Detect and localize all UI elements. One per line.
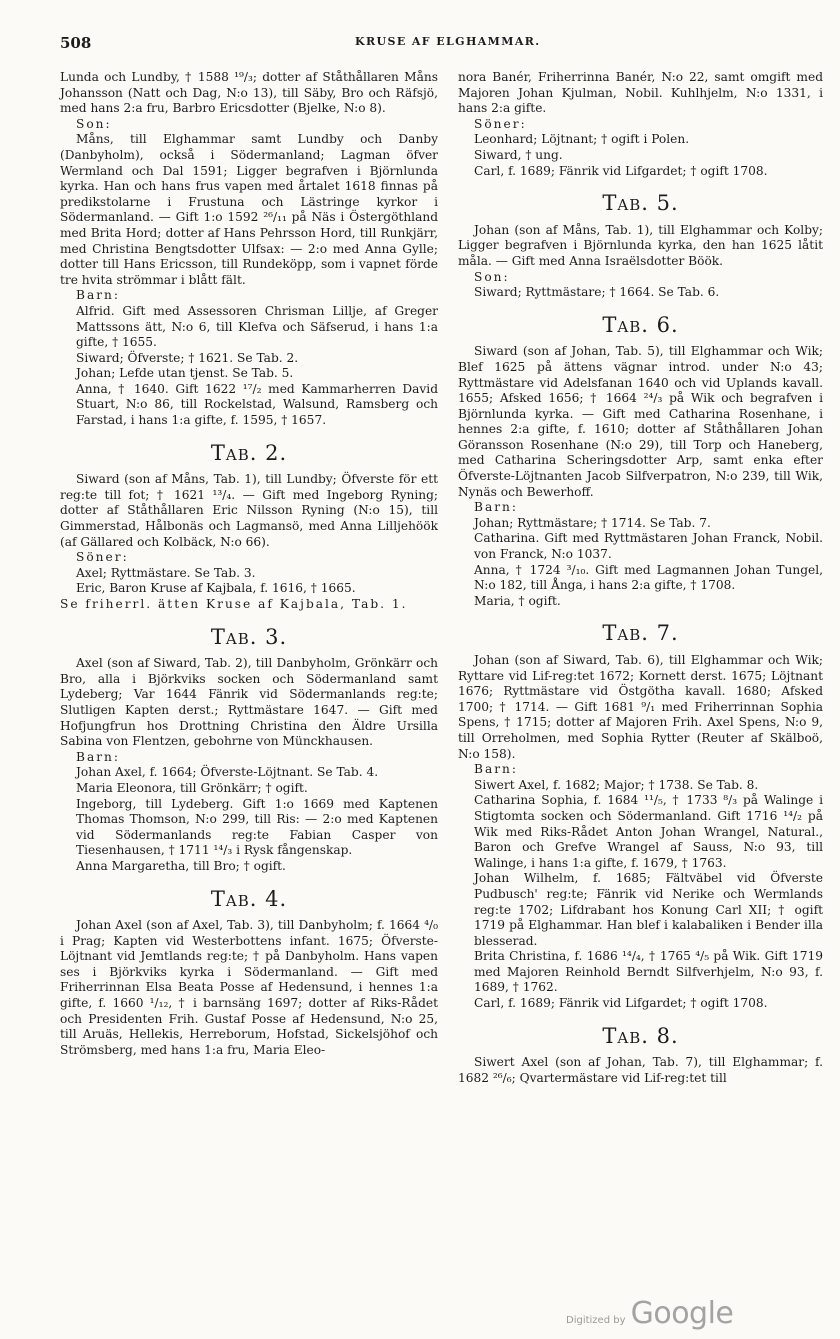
- page-header: [60, 34, 820, 54]
- child-carl: Carl, f. 1689; Fänrik vid Lifgardet; † ogift 1708.: [474, 163, 768, 178]
- child-brita-christina: Brita Christina, f. 1686 ¹⁴/₄, † 1765 ⁴/₅ på Wik. Gift 1719 med Majoren Reinhold Berndt Silfverhjelm, N:o 93, f. 1689, † 1762.: [474, 949, 823, 995]
- tab4-text: Johan Axel (son af Axel, Tab. 3), till Danbyholm; f. 1664 ⁴/₀ i Prag; Kapten vid Westerbottens infant. 1675; Öfverste-Löjtnant vid Jemtlands reg:te; † på Danbyholm. Hans vapen ses i Björkviks kyrka i Södermanland. — Gift med Friherrinnan Elsa Beata Posse af Hedensund, i hennes 1:a gifte, f. 1660 ¹/₁₂, † i barnsäng 1697; dotter af Riks-Rådet och Presidenten Frih. Gustaf Posse af Hedensund, N:o 25, till Aruäs, Hellekis, Herreborum, Hofstad, Sickelsjöhof och Strömsberg, med hans 1:a fru, Maria Eleo-: [60, 918, 438, 1057]
- child-johan-wilhelm: Johan Wilhelm, f. 1685; Fältväbel vid Öfverste Pudbusch' reg:te; Fänrik vid Nerike och Wermlands reg:te 1702; Lifdrabant hos Konung Carl XII; † ogift 1719 på Elghammar. Han blef i kalabaliken i Bender illa blesserad.: [474, 871, 823, 948]
- son-label: Son:: [76, 116, 112, 131]
- tab8-heading: Tab. 8.: [602, 1023, 679, 1048]
- child-eric: Eric, Baron Kruse af Kajbala, f. 1616, † 1665.: [76, 581, 356, 596]
- child-ingeborg: Ingeborg, till Lydeberg. Gift 1:o 1669 med Kaptenen Thomas Thomson, N:o 299, till Ris: — 2:o med Kaptenen vid Södermanlands reg:te Fabian Casper von Tiesenhausen, † 1711 ¹⁴/₃ i Rysk fångenskap.: [76, 796, 438, 858]
- child-siwert-axel: Siwert Axel, f. 1682; Major; † 1738. Se Tab. 8.: [474, 777, 759, 792]
- tab2-heading: Tab. 2.: [210, 440, 288, 465]
- child-maria-r: Maria, † ogift.: [474, 593, 561, 608]
- soner-label-right: Söner:: [474, 116, 527, 131]
- child-leonhard: Leonhard; Löjtnant; † ogift i Polen.: [474, 132, 690, 147]
- barn-label: Barn:: [76, 288, 121, 303]
- page-number: 508: [60, 34, 92, 52]
- child-johan-r: Johan; Ryttmästare; † 1714. Se Tab. 7.: [474, 515, 711, 530]
- paragraph-intro-left: Lunda och Lundby, † 1588 ¹⁹/₃; dotter af Ståthållaren Måns Johansson (Natt och Dag, N:o 13), till Säby, Bro och Räfsjö, med hans 2:a fru, Barbro Ericsdotter (Bjelke, N:o 8).: [60, 70, 438, 116]
- child-maria-eleonora: Maria Eleonora, till Grönkärr; † ogift.: [76, 780, 308, 795]
- friherrl-note: Se friherrl. ätten Kruse af Kajbala, Tab. 1.: [60, 597, 408, 611]
- tab3-heading: Tab. 3.: [210, 624, 288, 649]
- right-column: [458, 70, 823, 1086]
- child-johan: Johan; Lefde utan tjenst. Se Tab. 5.: [76, 366, 294, 381]
- child-catharina-sophia: Catharina Sophia, f. 1684 ¹¹/₅, † 1733 ⁸/₃ på Walinge i Stigtomta socken och Södermanland. Gift 1716 ¹⁴/₂ på Wik med Riks-Rådet Anton Johan Wrangel, Natural., Baron och Grefve Wrangel af Sauss, N:o 93, till Walinge, i hans 1:a gifte, f. 1679, † 1763.: [474, 793, 823, 870]
- tab2-text: Siward (son af Måns, Tab. 1), till Lundby; Öfverste för ett reg:te till fot; † 1621 ¹³/₄. — Gift med Ingeborg Ryning; dotter af Ståthållaren Eric Nilsson Ryning (N:o 15), till Gimmerstad, Hålbonäs och Lagmansö, med Anna Lilljehöök (af Gällared och Kolbäck, N:o 66).: [60, 472, 438, 549]
- child-anna-margaretha: Anna Margaretha, till Bro; † ogift.: [76, 858, 286, 873]
- mans-entry: Måns, till Elghammar samt Lundby och Danby (Danbyholm), också i Södermanland; Lagman öfver Wermland och Dal 1591; Ligger begrafven i Björnlunda kyrka. Han och hans frus vapen med årtalet 1618 finnas på predikstolarne i Frustuna och Lästringe kyrkor i Södermanland. — Gift 1:o 1592 ²⁶/₁₁ på Näs i Östergöthland med Brita Hord; dotter af Hans Pehrsson Hord, till Runkjärr, med Christina Bengtsdotter Ulfsax: — 2:o med Anna Gylle; dotter till Hans Ericsson, till Rundeköpp, som i vapnet förde tre hvita strömmar i blått fält.: [60, 132, 438, 287]
- child-alfrid: Alfrid. Gift med Assessoren Chrisman Lillje, af Greger Mattssons ätt, N:o 6, till Klefva och Säfserud, i hans 1:a gifte, † 1655.: [76, 303, 438, 350]
- tab8-text: Siwert Axel (son af Johan, Tab. 7), till Elghammar; f. 1682 ²⁶/₆; Qvartermästare vid Lif-reg:tet till: [458, 1055, 823, 1085]
- running-title: KRUSE AF ELGHAMMAR.: [355, 35, 541, 48]
- barn7-label: Barn:: [474, 762, 519, 777]
- child-carl-r: Carl, f. 1689; Fänrik vid Lifgardet; † ogift 1708.: [474, 996, 768, 1011]
- child-johan-axel: Johan Axel, f. 1664; Öfverste-Löjtnant. Se Tab. 4.: [76, 765, 379, 780]
- child-siward: Siward; Öfverste; † 1621. Se Tab. 2.: [76, 350, 299, 365]
- barn-label-right: Barn:: [474, 500, 519, 515]
- tab6-heading: Tab. 6.: [602, 312, 679, 337]
- tab7-text: Johan (son af Siward, Tab. 6), till Elghammar och Wik; Ryttare vid Lif-reg:tet 1672; Kornett derst. 1675; Löjtnant 1676; Ryttmästare vid Östgötha kavall. 1680; Afsked 1700; † 1714. — Gift 1681 ⁹/₁ med Friherrinnan Sophia Spens, † 1715; dotter af Majoren Frih. Axel Spens, N:o 9, till Orreholmen, med Sophia Rytter (Reuter af Skälboö, N:o 158).: [458, 653, 823, 761]
- tab6-text: Siward (son af Johan, Tab. 5), till Elghammar och Wik; Blef 1625 på ättens vägnar introd. under N:o 43; Ryttmästare vid Adelsfanan 1640 och vid Uplands kavall. 1655; Afsked 1656; † 1664 ²⁴/₃ på Wik och begrafven i Björnlunda kyrka. — Gift med Catharina Rosenhane, i hennes 2:a gifte, f. 1610; dotter af Ståthållaren Johan Göransson Rosenhane (N:o 29), till Torp och Haneberg, med Catharina Scheringsdotter Arp, samt enka efter Öfverste-Löjtnanten Jacob Silfverpatron, N:o 239, till Wik, Nynäs och Bewerhoff.: [458, 344, 823, 499]
- tab5-heading: Tab. 5.: [602, 191, 679, 216]
- child-anna-r: Anna, † 1724 ³/₁₀. Gift med Lagmannen Johan Tungel, N:o 182, till Ånga, i hans 2:a gifte, † 1708.: [474, 562, 823, 593]
- soner-label: Söner:: [76, 550, 129, 565]
- digitized-label: Digitized by: [566, 1315, 626, 1326]
- tab5-text: Johan (son af Måns, Tab. 1), till Elghammar och Kolby; Ligger begrafven i Björnlunda kyrka, den han 1625 låtit måla. — Gift med Anna Israëlsdotter Böök.: [458, 222, 823, 268]
- paragraph-intro-right: nora Banér, Friherrinna Banér, N:o 22, samt omgift med Majoren Johan Kjulman, Nobil. Kuhlhjelm, N:o 1331, i hans 2:a gifte.: [458, 70, 823, 116]
- tab4-heading: Tab. 4.: [210, 886, 288, 911]
- google-watermark: [566, 1296, 733, 1331]
- child-catharina: Catharina. Gift med Ryttmästaren Johan Franck, Nobil. von Franck, N:o 1037.: [474, 531, 823, 562]
- child-axel: Axel; Ryttmästare. Se Tab. 3.: [76, 565, 256, 580]
- child-anna: Anna, † 1640. Gift 1622 ¹⁷/₂ med Kammarherren David Stuart, N:o 86, till Rockelstad, Walsund, Ramsberg och Farstad, i hans 1:a gifte, f. 1595, † 1657.: [76, 381, 438, 428]
- tab7-heading: Tab. 7.: [602, 621, 679, 646]
- child-siward-ung: Siward, † ung.: [474, 147, 563, 162]
- google-logo: Google: [630, 1296, 734, 1331]
- barn3-label: Barn:: [76, 749, 121, 764]
- left-column: [60, 70, 438, 1058]
- child-siward-ryttmastare: Siward; Ryttmästare; † 1664. Se Tab. 6.: [474, 285, 720, 300]
- son-label-right: Son:: [474, 269, 510, 284]
- tab3-text: Axel (son af Siward, Tab. 2), till Danbyholm, Grönkärr och Bro, alla i Björkviks socken och Södermanland samt Lydeberg; Var 1644 Fänrik vid Södermanlands reg:te; Slutligen Kapten derst.; Ryttmästare 1647. — Gift med Hofjungfrun hos Drottning Christina den Äldre Ursilla Sabina von Flentzen, gebohrne von Münckhausen.: [60, 656, 438, 749]
